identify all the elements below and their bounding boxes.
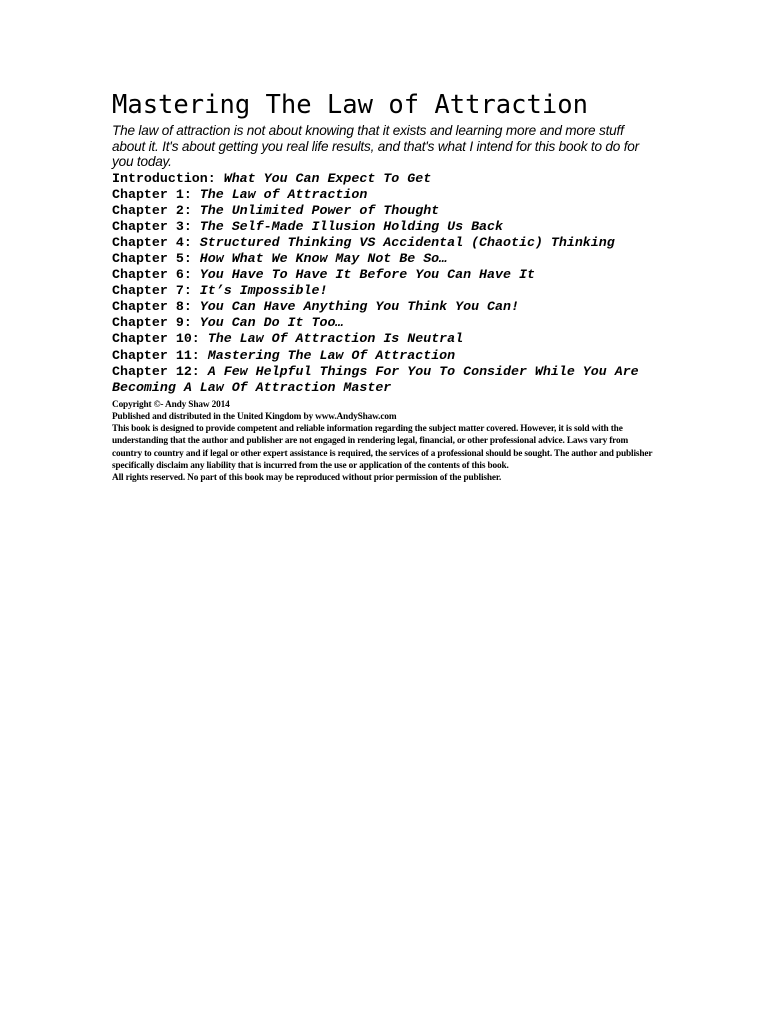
toc-label: Chapter 4: — [112, 234, 192, 250]
publisher-line: Published and distributed in the United Kingdom by www.AndyShaw.com — [112, 412, 397, 423]
toc-label: Chapter 2: — [112, 202, 192, 218]
document-page — [112, 88, 657, 484]
rights-line: All rights reserved. No part of this book may be reproduced without prior permission of the publisher. — [112, 473, 502, 484]
toc-entry-chapter-4 — [112, 235, 657, 251]
toc-label: Chapter 8: — [112, 299, 192, 315]
toc-entry-chapter-1 — [112, 187, 657, 203]
toc-title: You Can Do It Too… — [199, 315, 344, 331]
toc-title: How What We Know May Not Be So… — [199, 250, 448, 266]
toc-label: Chapter 3: — [112, 218, 192, 234]
toc-title: What You Can Expect To Get — [223, 170, 432, 186]
toc-entry-chapter-2 — [112, 203, 657, 219]
toc-entry-introduction — [112, 171, 657, 187]
toc-label: Chapter 7: — [112, 283, 192, 299]
toc-title: It’s Impossible! — [199, 283, 328, 299]
toc-label: Chapter 6: — [112, 267, 192, 283]
copyright-line: Copyright ©- Andy Shaw 2014 — [112, 399, 230, 410]
intro-paragraph: The law of attraction is not about knowing that it exists and learning more and more stuff about it. It's about getting you real life results, and that's what I intend for this book to do for you today. — [112, 123, 639, 169]
toc-entry-chapter-9 — [112, 315, 657, 331]
toc-entry-chapter-11 — [112, 348, 657, 364]
toc-entry-chapter-10 — [112, 331, 657, 347]
toc-title: Structured Thinking VS Accidental (Chaotic) Thinking — [199, 234, 615, 250]
toc-title: A Few Helpful Things For You To Consider While You Are Becoming A Law Of Attraction Master — [112, 363, 639, 395]
toc-title: The Self-Made Illusion Holding Us Back — [199, 218, 503, 234]
table-of-contents — [112, 171, 657, 396]
toc-label: Chapter 11: — [112, 347, 200, 363]
toc-label: Chapter 5: — [112, 250, 192, 266]
legal-notice — [112, 399, 657, 484]
toc-title: You Have To Have It Before You Can Have It — [199, 267, 535, 283]
page-title: Mastering The Law of Attraction — [112, 90, 588, 120]
toc-title: Mastering The Law Of Attraction — [207, 347, 456, 363]
toc-title: The Law Of Attraction Is Neutral — [207, 331, 464, 347]
toc-entry-chapter-12 — [112, 364, 657, 396]
disclaimer-paragraph: This book is designed to provide competent and reliable information regarding the subject matter covered. However, it is sold with the understanding that the author and publisher are not engaged in rendering legal, financial, or other professional advice. Laws vary from country to country and if legal or other expert assistance is required, the services of a professional should be sought. The author and publisher specifically disclaim any liability that is incurred from the use or application of the contents of this book. — [112, 424, 653, 471]
toc-label: Chapter 1: — [112, 186, 192, 202]
toc-title: The Unlimited Power of Thought — [199, 202, 440, 218]
toc-label: Chapter 12: — [112, 363, 200, 379]
toc-entry-chapter-5 — [112, 251, 657, 267]
toc-title: You Can Have Anything You Think You Can! — [199, 299, 519, 315]
toc-entry-chapter-3 — [112, 219, 657, 235]
toc-entry-chapter-8 — [112, 299, 657, 315]
toc-label: Chapter 10: — [112, 331, 200, 347]
toc-label: Introduction: — [112, 170, 216, 186]
toc-entry-chapter-6 — [112, 267, 657, 283]
toc-title: The Law of Attraction — [199, 186, 368, 202]
toc-entry-chapter-7 — [112, 283, 657, 299]
toc-label: Chapter 9: — [112, 315, 192, 331]
